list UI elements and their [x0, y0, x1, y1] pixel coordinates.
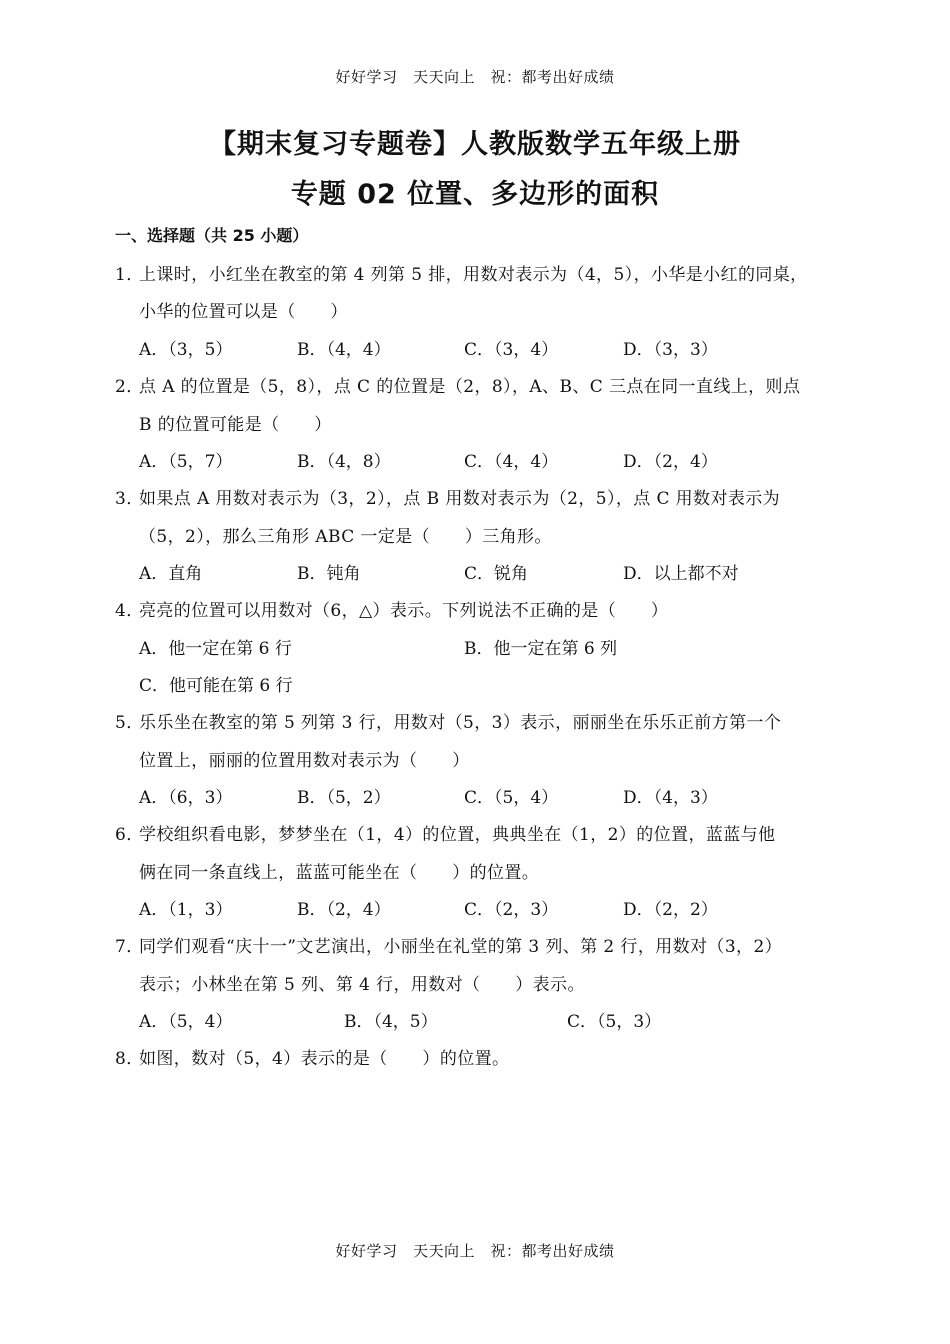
option-d: D．（2，2） — [623, 900, 718, 920]
option-b: B．（4，5） — [344, 1012, 438, 1032]
question-7 — [115, 932, 782, 957]
page-header: 好好学习 天天向上 祝：都考出好成绩 — [335, 68, 615, 86]
sub-title: 专题 02 位置、多边形的面积 — [290, 179, 660, 210]
question-6-line-2: 俩在同一条直线上，蓝蓝可能坐在（ ）的位置。 — [139, 863, 540, 883]
option-c: C．（4，4） — [464, 452, 559, 472]
question-number: 1． — [115, 265, 144, 285]
question-3 — [115, 484, 780, 509]
option-b: B．他一定在第 6 列 — [464, 639, 618, 659]
question-number: 4． — [115, 601, 144, 621]
question-text: 同学们观看“庆十一”文艺演出，小丽坐在礼堂的第 3 列、第 2 行，用数对（3，2） — [139, 937, 783, 957]
question-number: 3． — [115, 489, 144, 509]
question-text: 学校组织看电影，梦梦坐在（1，4）的位置，典典坐在（1，2）的位置，蓝蓝与他 — [139, 825, 776, 845]
option-c: C．（5，4） — [464, 788, 559, 808]
question-number: 6． — [115, 825, 144, 845]
question-number: 2． — [115, 377, 144, 397]
option-b: B．（2，4） — [297, 900, 391, 920]
section-heading: 一、选择题（共 25 小题） — [115, 226, 309, 245]
question-7-line-2: 表示；小林坐在第 5 列、第 4 行，用数对（ ）表示。 — [139, 975, 585, 995]
option-a: A．他一定在第 6 行 — [139, 639, 292, 659]
question-4 — [115, 596, 668, 621]
option-c: C．锐角 — [464, 564, 529, 584]
option-b: B．（4，4） — [297, 340, 391, 360]
question-text: 亮亮的位置可以用数对（6，△）表示。下列说法不正确的是（ ） — [139, 601, 669, 621]
question-2 — [115, 372, 800, 397]
option-c: C．（2，3） — [464, 900, 559, 920]
question-5-line-2: 位置上，丽丽的位置用数对表示为（ ） — [139, 751, 470, 771]
question-text: 如图，数对（5，4）表示的是（ ）的位置。 — [139, 1049, 510, 1069]
option-a: A．（1，3） — [139, 900, 233, 920]
question-1 — [115, 260, 808, 285]
page-footer: 好好学习 天天向上 祝：都考出好成绩 — [335, 1242, 615, 1260]
option-c: C．（3，4） — [464, 340, 559, 360]
question-text: 上课时，小红坐在教室的第 4 列第 5 排，用数对表示为（4，5），小华是小红的同桌， — [139, 265, 808, 285]
question-text: 如果点 A 用数对表示为（3，2），点 B 用数对表示为（2，5），点 C 用数对表示为 — [139, 489, 781, 509]
option-d: D．以上都不对 — [623, 564, 739, 584]
option-d: D．（2，4） — [623, 452, 718, 472]
option-d: D．（3，3） — [623, 340, 718, 360]
question-6 — [115, 820, 775, 845]
option-a: A．（5，4） — [139, 1012, 233, 1032]
option-a: A．（5，7） — [139, 452, 233, 472]
option-c: C．（5，3） — [567, 1012, 662, 1032]
question-text: 乐乐坐在教室的第 5 列第 3 行，用数对（5，3）表示，丽丽坐在乐乐正前方第一个 — [139, 713, 782, 733]
option-b: B．（5，2） — [297, 788, 391, 808]
question-5 — [115, 708, 781, 733]
main-title: 【期末复习专题卷】人教版数学五年级上册 — [209, 129, 741, 160]
option-d: D．（4，3） — [623, 788, 718, 808]
question-text: 点 A 的位置是（5，8），点 C 的位置是（2，8），A、B、C 三点在同一直线上，则点 — [139, 377, 801, 397]
question-number: 7． — [115, 937, 144, 957]
option-a: A．（6，3） — [139, 788, 233, 808]
option-c: C．他可能在第 6 行 — [139, 676, 293, 696]
question-2-line-2: B 的位置可能是（ ） — [139, 415, 332, 435]
question-number: 5． — [115, 713, 144, 733]
question-number: 8． — [115, 1049, 144, 1069]
question-1-line-2: 小华的位置可以是（ ） — [139, 302, 348, 322]
option-a: A．（3，5） — [139, 340, 233, 360]
option-a: A．直角 — [139, 564, 203, 584]
question-3-line-2: （5，2），那么三角形 ABC 一定是（ ）三角形。 — [139, 527, 552, 547]
question-8 — [115, 1044, 509, 1069]
option-b: B．钝角 — [297, 564, 361, 584]
option-b: B．（4，8） — [297, 452, 391, 472]
